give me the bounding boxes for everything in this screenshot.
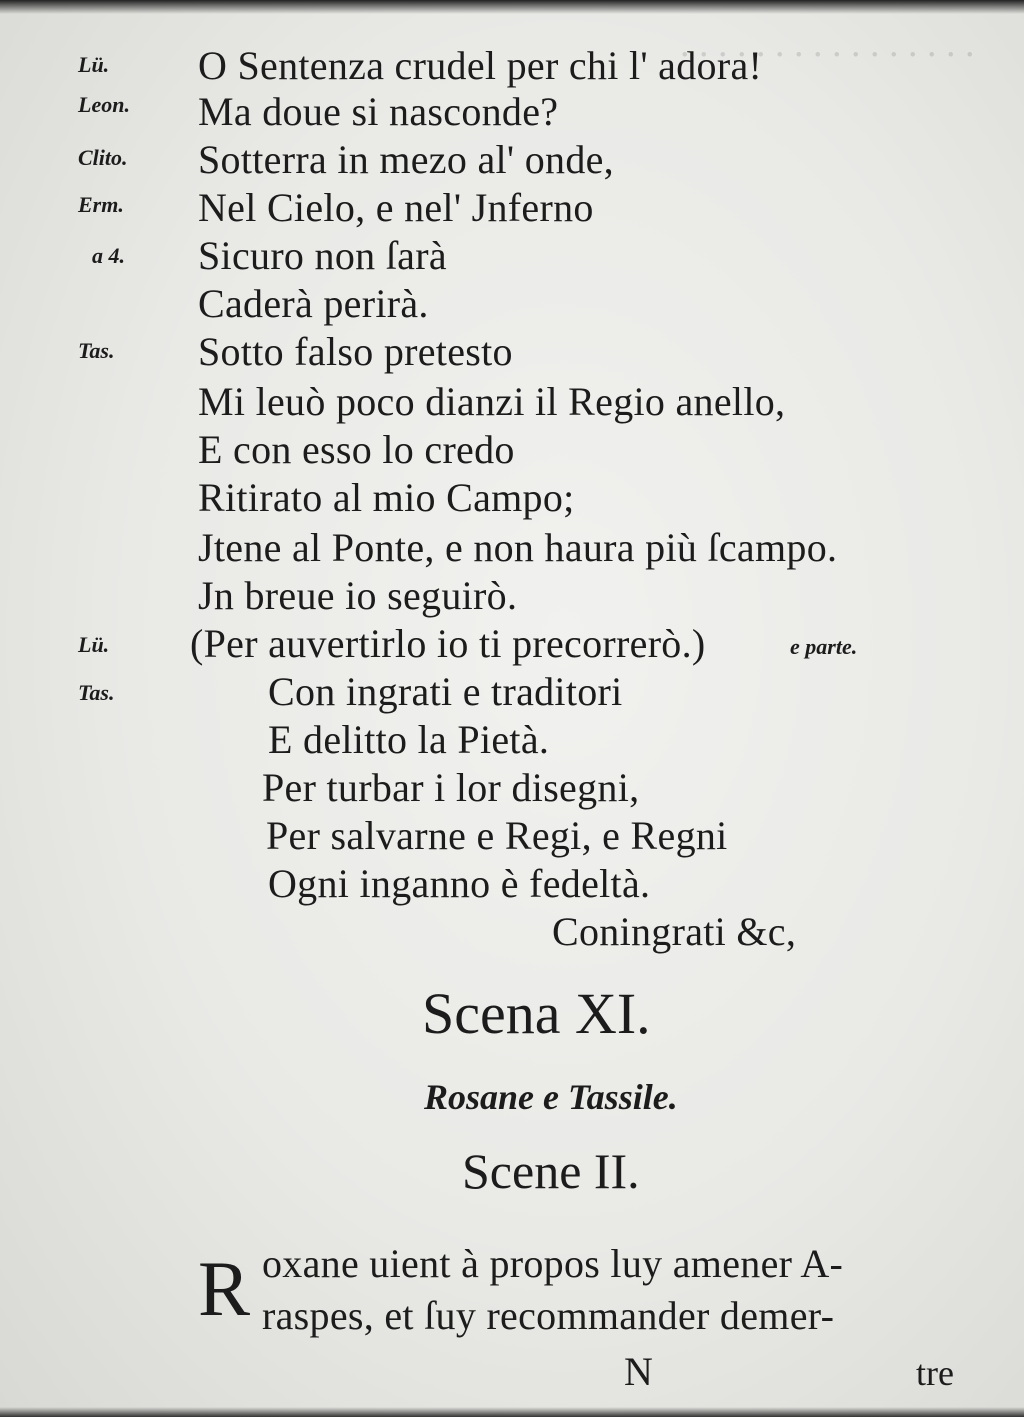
drop-cap: R <box>198 1245 251 1332</box>
verse-line: Nel Cielo, e nel' Jnferno <box>198 185 594 230</box>
speaker-lu-2: Lü. <box>78 632 110 657</box>
verse-line: Jn breue io seguirò. <box>198 573 518 618</box>
signature-mark: N <box>624 1349 653 1394</box>
verse-line: (Per auvertirlo io ti precorrerò.) <box>190 621 706 666</box>
verse-line: E delitto la Pietà. <box>268 717 550 762</box>
speaker-erm: Erm. <box>78 192 124 217</box>
verse-line: Sotterra in mezo al' onde, <box>198 137 614 182</box>
verse-line: Per salvarne e Regi, e Regni <box>266 813 728 858</box>
verse-line: Sicuro non ſarà <box>198 233 447 278</box>
scene-heading-french: Scene II. <box>462 1143 640 1199</box>
verse-line: Ritirato al mio Campo; <box>198 475 575 520</box>
page-bottom-shadow <box>0 1407 1024 1417</box>
verse-line: Ma doue si nasconde? <box>198 89 559 134</box>
verse-line: Jtene al Ponte, e non haura più ſcampo. <box>198 525 838 570</box>
argument-line: oxane uient à propos luy amener A- <box>262 1241 844 1286</box>
verse-line: Con ingrati e traditori <box>268 669 623 714</box>
scene-cast: Rosane e Tassile. <box>424 1077 678 1117</box>
bleed-through-text: . . . . . . . . . . . . . . . . <box>680 23 975 65</box>
verse-line: Per turbar i lor disegni, <box>262 765 640 810</box>
speaker-clito: Clito. <box>78 145 128 170</box>
verse-line: O Sentenza crudel per chi l' adora! <box>198 43 763 88</box>
scene-heading: Scena XI. <box>422 981 651 1046</box>
verse-line: E con esso lo credo <box>198 427 515 472</box>
verse-line: Mi leuò poco dianzi il Regio anello, <box>198 379 786 424</box>
verse-line: Caderà perirà. <box>198 281 429 326</box>
refrain-line: Coningrati &c, <box>552 909 797 954</box>
page-top-shadow <box>0 0 1024 14</box>
speaker-a4: a 4. <box>92 243 125 268</box>
verse-line: Ogni inganno è fedeltà. <box>268 861 651 906</box>
speaker-tas-2: Tas. <box>78 680 115 705</box>
argument-line: raspes, et ſuy recommander demer- <box>262 1293 835 1338</box>
stage-direction: e parte. <box>790 634 858 659</box>
speaker-leon: Leon. <box>78 92 130 117</box>
verse-line: Sotto falso pretesto <box>198 329 513 374</box>
speaker-lu: Lü. <box>78 52 110 77</box>
speaker-tas: Tas. <box>78 338 115 363</box>
catchword: tre <box>916 1353 954 1393</box>
